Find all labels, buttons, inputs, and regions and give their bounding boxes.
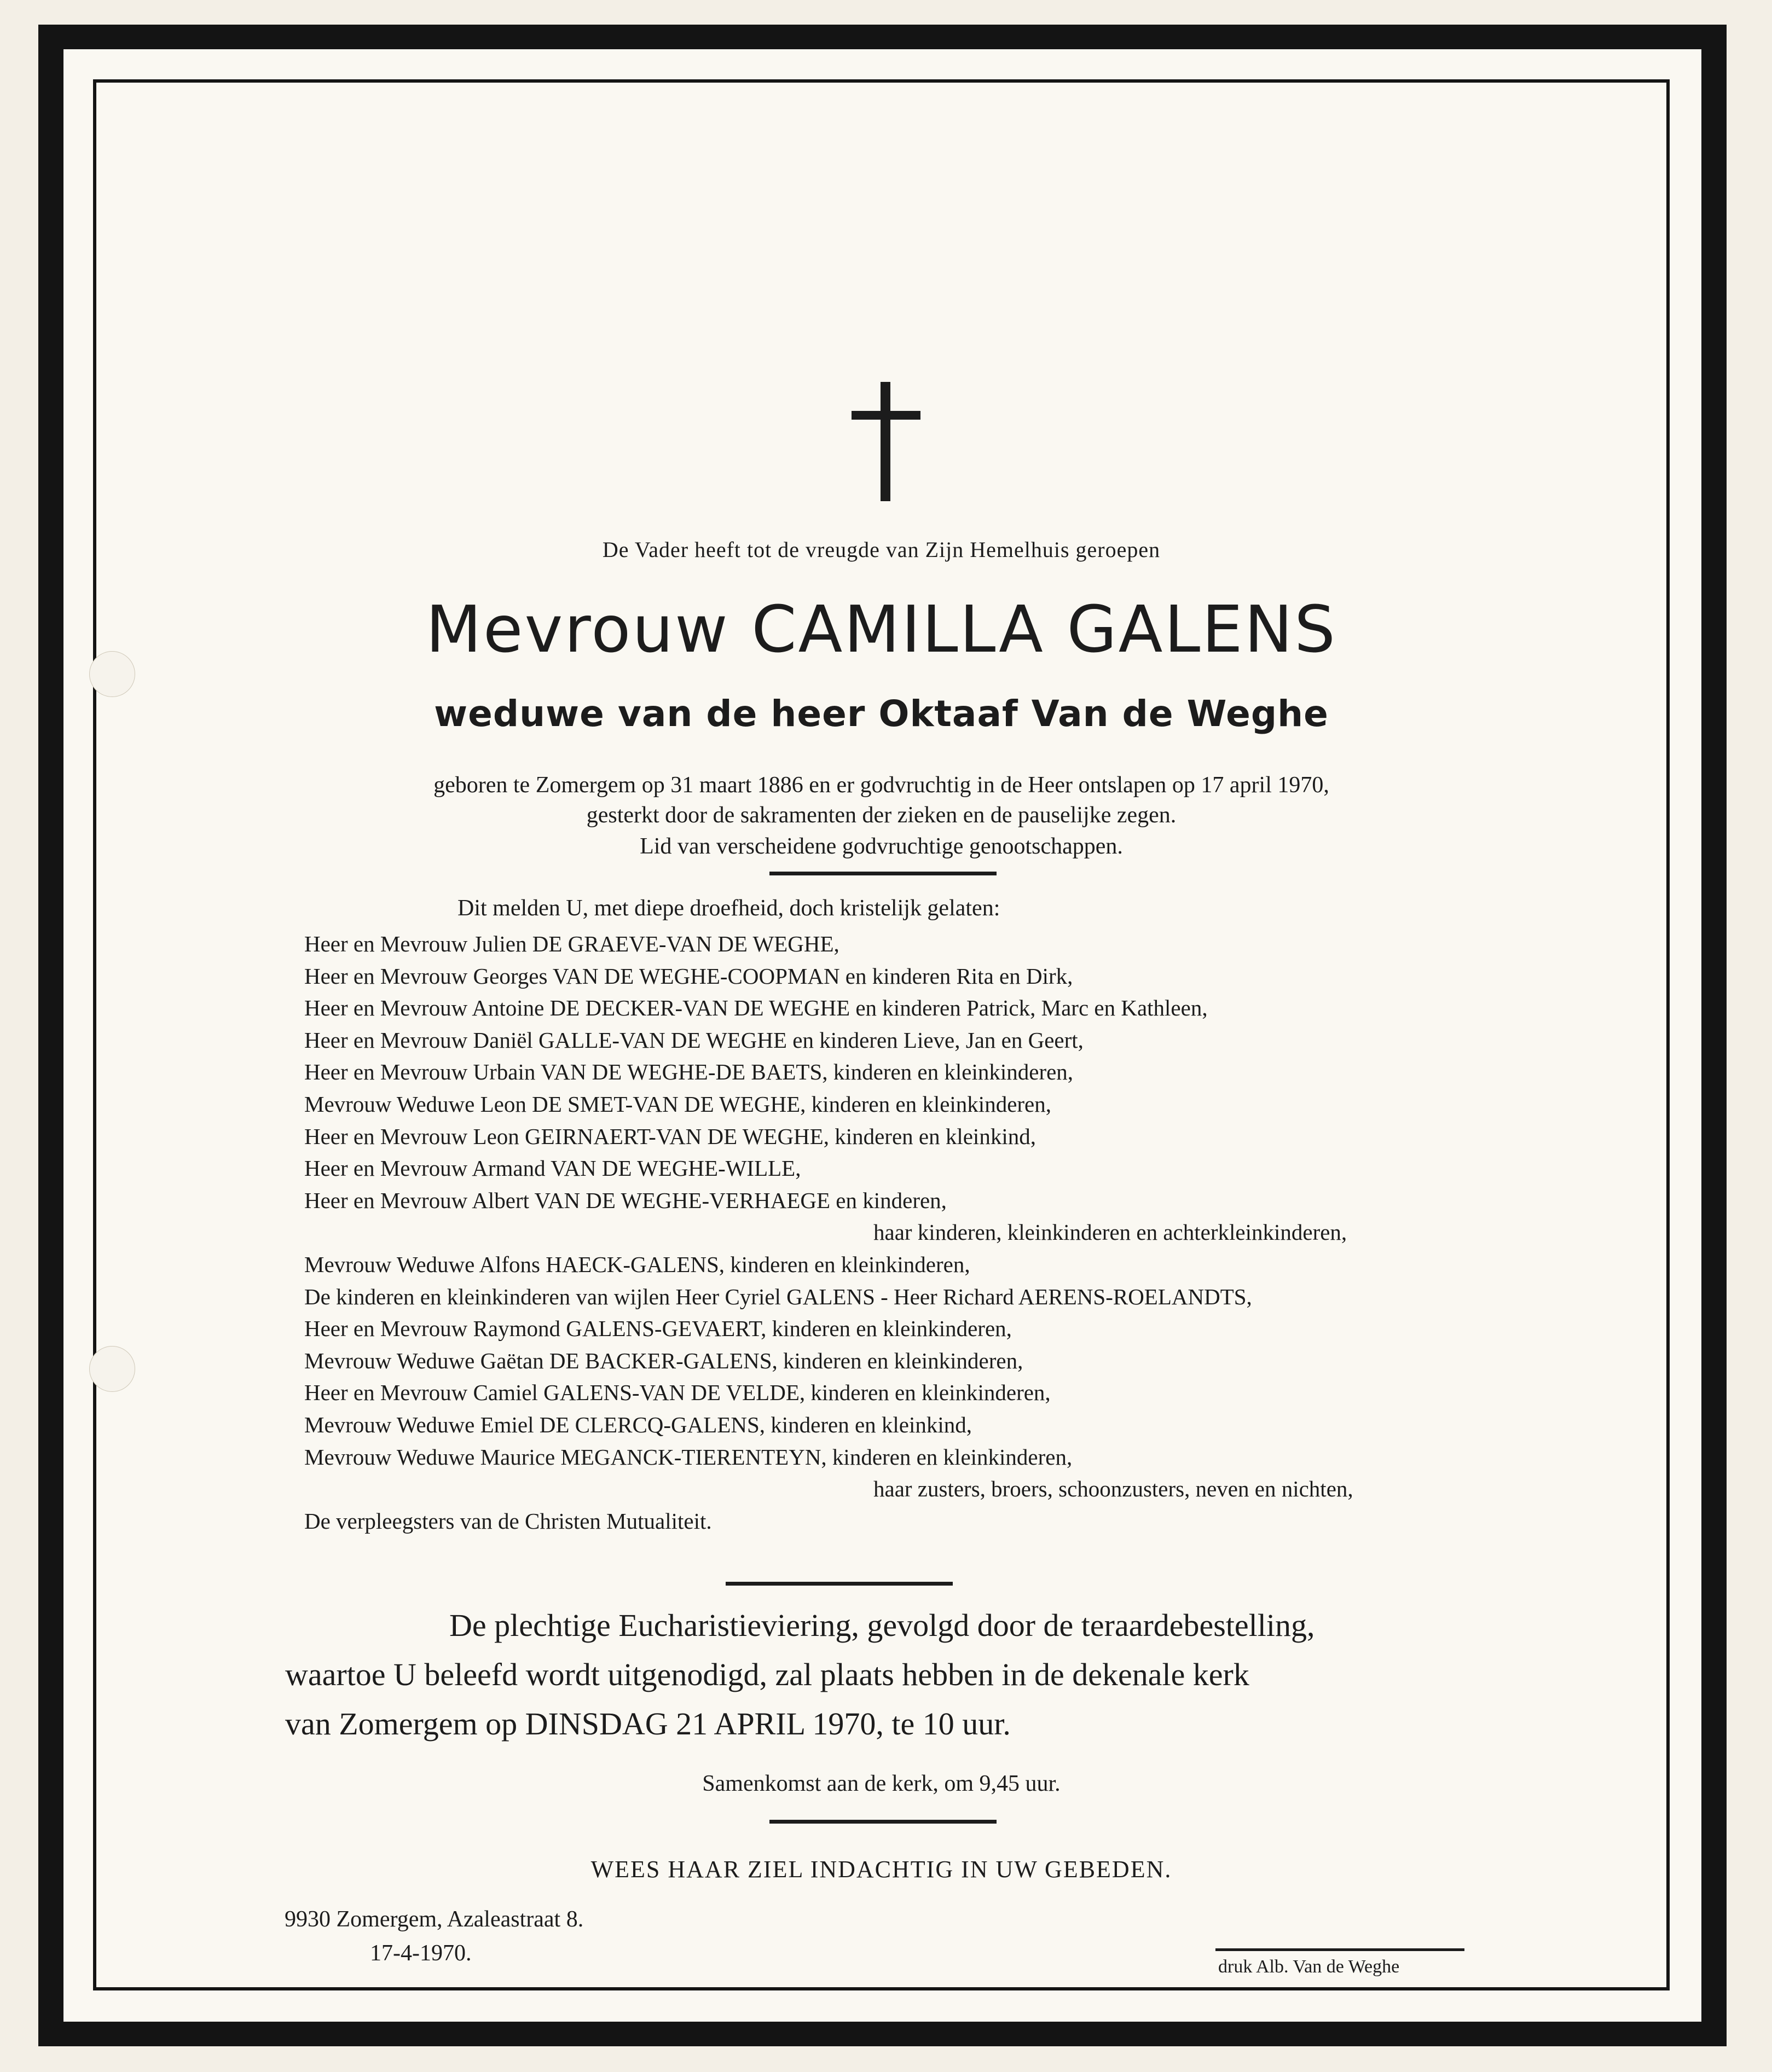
list-item: Mevrouw Weduwe Alfons HAECK-GALENS, kinderen en kleinkinderen, xyxy=(304,1251,970,1277)
printer-divider xyxy=(1215,1948,1464,1951)
list-item: Mevrouw Weduwe Leon DE SMET-VAN DE WEGHE, kinderen en kleinkinderen, xyxy=(304,1091,1051,1117)
membership-line: Lid van verscheidene godvruchtige genootschappen. xyxy=(640,834,1123,859)
list-item: Heer en Mevrouw Antoine DE DECKER-VAN DE WEGHE en kinderen Patrick, Marc en Kathleen, xyxy=(304,995,1208,1021)
address: 9930 Zomergem, Azaleastraat 8. xyxy=(285,1907,584,1932)
list-item: De verpleegsters van de Christen Mutualiteit. xyxy=(304,1508,712,1534)
divider xyxy=(769,872,997,875)
meeting-time: Samenkomst aan de kerk, om 9,45 uur. xyxy=(702,1771,1061,1796)
list-item: Heer en Mevrouw Daniël GALLE-VAN DE WEGHE en kinderen Lieve, Jan en Geert, xyxy=(304,1027,1084,1053)
list-item: haar kinderen, kleinkinderen en achterkleinkinderen, xyxy=(873,1220,1347,1245)
birth-death-line: geboren te Zomergem op 31 maart 1886 en er godvruchtig in de Heer ontslapen op 17 april 1970, xyxy=(433,773,1329,798)
death-notice xyxy=(96,83,1666,1987)
service-line: van Zomergem op DINSDAG 21 APRIL 1970, te 10 uur. xyxy=(285,1706,1011,1742)
mourners-list xyxy=(304,928,1574,1537)
divider xyxy=(726,1582,953,1586)
list-item: Mevrouw Weduwe Maurice MEGANCK-TIERENTEYN, kinderen en kleinkinderen, xyxy=(304,1444,1073,1470)
sacraments-line: gesterkt door de sakramenten der zieken en de pauselijke zegen. xyxy=(586,803,1177,828)
list-item: Heer en Mevrouw Leon GEIRNAERT-VAN DE WEGHE, kinderen en kleinkind, xyxy=(304,1123,1036,1149)
intro-text: De Vader heeft tot de vreugde van Zijn Hemelhuis geroepen xyxy=(602,537,1161,562)
list-item: Heer en Mevrouw Georges VAN DE WEGHE-COOPMAN en kinderen Rita en Dirk, xyxy=(304,963,1073,989)
list-item: haar zusters, broers, schoonzusters, neven en nichten, xyxy=(873,1476,1353,1502)
list-item: Mevrouw Weduwe Gaëtan DE BACKER-GALENS, kinderen en kleinkinderen, xyxy=(304,1348,1023,1373)
widow-of: weduwe van de heer Oktaaf Van de Weghe xyxy=(434,693,1329,735)
service-announcement xyxy=(285,1601,1637,1749)
list-item: Heer en Mevrouw Raymond GALENS-GEVAERT, kinderen en kleinkinderen, xyxy=(304,1316,1012,1342)
list-item: Heer en Mevrouw Urbain VAN DE WEGHE-DE BAETS, kinderen en kleinkinderen, xyxy=(304,1059,1074,1085)
prayer-request: WEES HAAR ZIEL INDACHTIG IN UW GEBEDEN. xyxy=(590,1856,1172,1883)
list-item: Mevrouw Weduwe Emiel DE CLERCQ-GALENS, kinderen en kleinkind, xyxy=(304,1412,972,1437)
list-item: Heer en Mevrouw Julien DE GRAEVE-VAN DE WEGHE, xyxy=(304,931,839,956)
list-item: De kinderen en kleinkinderen van wijlen Heer Cyriel GALENS - Heer Richard AERENS-ROELANDTS, xyxy=(304,1284,1252,1309)
cross-icon xyxy=(852,411,920,420)
service-line: waartoe U beleefd wordt uitgenodigd, zal plaats hebben in de dekenale kerk xyxy=(285,1657,1249,1692)
notice-date: 17-4-1970. xyxy=(370,1941,472,1966)
announcement: Dit melden U, met diepe droefheid, doch kristelijk gelaten: xyxy=(458,896,1000,921)
deceased-name: Mevrouw CAMILLA GALENS xyxy=(426,591,1337,667)
list-item: Heer en Mevrouw Camiel GALENS-VAN DE VELDE, kinderen en kleinkinderen, xyxy=(304,1380,1051,1406)
cross-icon xyxy=(881,382,890,501)
printer-credit: druk Alb. Van de Weghe xyxy=(1218,1957,1400,1977)
list-item: Heer en Mevrouw Armand VAN DE WEGHE-WILLE, xyxy=(304,1156,801,1181)
list-item: Heer en Mevrouw Albert VAN DE WEGHE-VERHAEGE en kinderen, xyxy=(304,1187,947,1213)
divider xyxy=(769,1820,997,1824)
service-line: De plechtige Eucharistieviering, gevolgd door de teraardebestelling, xyxy=(449,1607,1315,1643)
